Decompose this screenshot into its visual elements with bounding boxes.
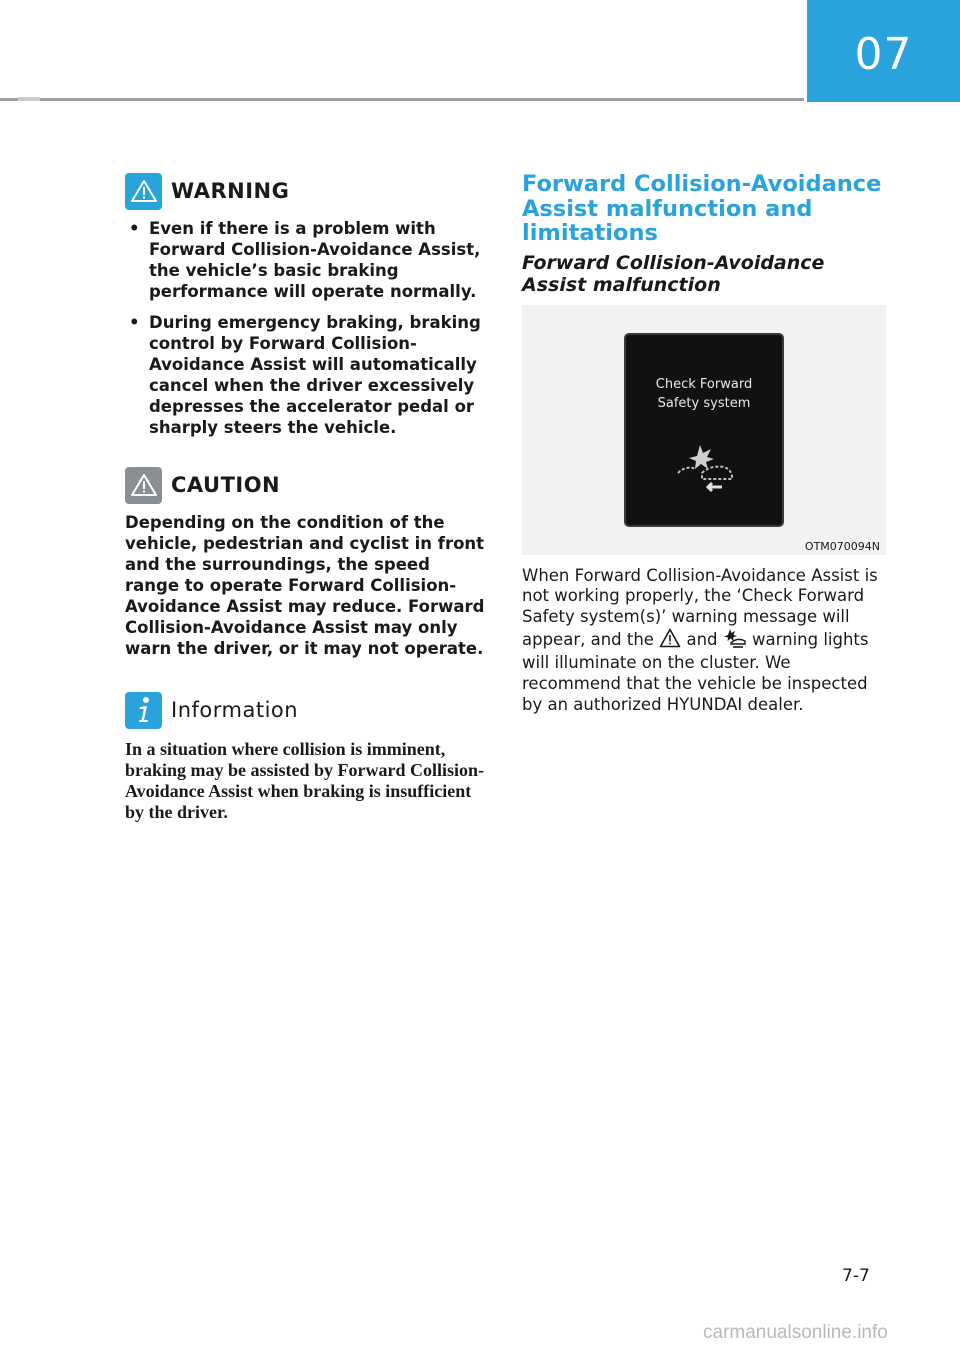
warning-box xyxy=(125,172,485,438)
screen-message-line2: Safety system xyxy=(657,395,751,411)
information-text: In a situation where collision is imminent, braking may be assisted by Forward Collision-Avoidance Assist when braking is insufficient by the driver. xyxy=(125,739,485,822)
body-paragraph: When Forward Collision-Avoidance Assist is not working properly, the ‘Check Forward Safety system(s)’ warning message will appear, and the and warning lights will illuminate on the cluster. We recommend that the vehicle be inspected by an authorized HYUNDAI dealer. xyxy=(522,565,878,714)
fca-warning-light-icon xyxy=(723,628,747,654)
right-column xyxy=(522,172,886,715)
fca-warning-icon xyxy=(672,443,738,495)
list-item: • During emergency braking, braking control by Forward Collision-Avoidance Assist will automatically cancel when the driver excessively depresses the accelerator pedal or sharply steers the vehicle. xyxy=(125,312,485,438)
figure-code: OTM070094N xyxy=(804,539,880,553)
left-column xyxy=(125,172,485,823)
list-item: • Even if there is a problem with Forward Collision-Avoidance Assist, the vehicle’s basic braking performance will operate normally. xyxy=(125,218,485,302)
warning-triangle-icon xyxy=(659,628,681,654)
warning-list xyxy=(125,218,485,438)
caution-text: Depending on the condition of the vehicle, pedestrian and cyclist in front and the surroundings, the speed range to operate Forward Collision-Avoidance Assist may reduce. Forward Collision-Avoidance Assist may only warn the driver, or it may not operate. xyxy=(125,513,485,658)
warning-triangle-icon xyxy=(125,173,162,210)
header-rule xyxy=(0,98,804,101)
cluster-figure xyxy=(522,305,886,555)
watermark: carmanualsonline.info xyxy=(703,1322,888,1343)
section-title: Forward Collision-Avoidance Assist malfunction and limitations xyxy=(522,171,882,246)
cluster-screen xyxy=(624,333,784,527)
warning-title: WARNING xyxy=(171,179,290,203)
chapter-tab: 07 xyxy=(807,0,960,102)
information-box xyxy=(125,691,485,823)
info-icon xyxy=(125,692,162,729)
page-number: 7-7 xyxy=(842,1266,870,1286)
information-title: Information xyxy=(171,698,299,722)
caution-title: CAUTION xyxy=(171,473,281,497)
warning-triangle-icon xyxy=(125,467,162,504)
section-subtitle: Forward Collision-Avoidance Assist malfunction xyxy=(522,251,825,296)
caution-box xyxy=(125,466,485,659)
screen-message-line1: Check Forward xyxy=(655,376,753,392)
header-rule-accent xyxy=(18,97,40,101)
